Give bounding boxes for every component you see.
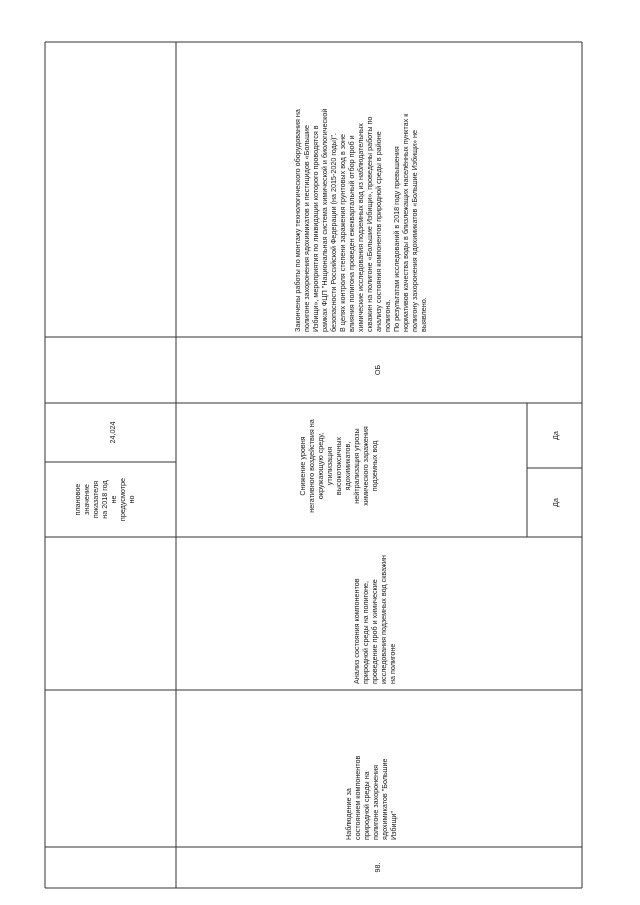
- action-description: Анализ состояния компонентов природной среды на полигоне, проведение проб и химические исследования подземных вод скважин на полигоне: [352, 555, 397, 684]
- mark-yes-left: Да: [551, 498, 560, 507]
- row-number: 98.: [373, 862, 382, 873]
- plan-caption: плановое значение показателя на 2018 год не предусмотре но: [73, 477, 136, 522]
- expected-result: Снижение уровня негативного воздействия на окружающую среду, утилизация высокотоксичных ядохимикатов, нейтрализация угрозы химического заражения подземных вод: [298, 419, 379, 513]
- implementation-report: Закончены работы по монтажу технологического оборудования на полигоне захоронения ядохимикатов и пестицидов «Большие Избищи», мероприятия по ликвидации которого проводятся в рамках ФЦП "Национальная система химической и биологической безопасности Российской Федерации (на 2015-2020 годы)". В целях контроля степени заражения грунтовых вод в зоне влияния полигона проведен ежеквартальный отбор проб и химические исследования подземных вод из наблюдательных скважин на полигоне «Большие Избищи», проведены работы по анализу состояния компонентов природной среды в районе полигона. По результатам исследований в 2018 году превышения нормативов качества воды в близлежащих населённых пунктах к полигону захоронения ядохимикатов «Большие Избищи» не выявлено.: [293, 108, 428, 332]
- plan-value: 24,024: [108, 421, 117, 444]
- measure-name: Наблюдение за состоянием компонентов природной среды на полигоне захоронения ядохимикатов "Большие Избищи": [344, 755, 398, 840]
- funding-source: ОБ: [373, 364, 382, 376]
- mark-yes-right: Да: [551, 431, 560, 440]
